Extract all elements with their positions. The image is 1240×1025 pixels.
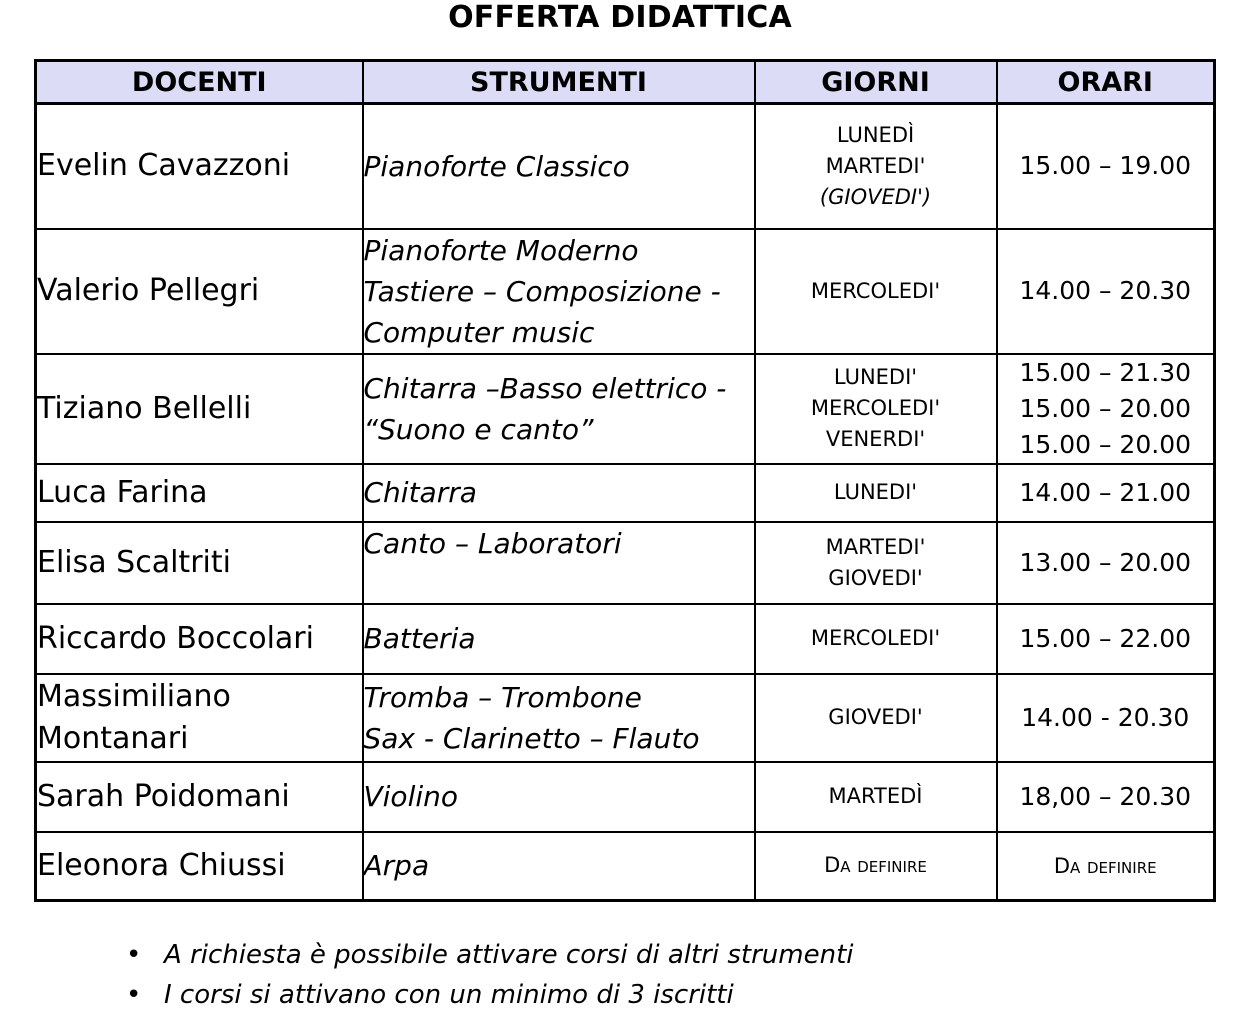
cell-orari	[997, 762, 1215, 832]
notes-list	[120, 935, 853, 1015]
giorno-line: GIOVEDI'	[828, 705, 923, 729]
giorno-line: GIOVEDI'	[828, 565, 923, 590]
giorno-line: MERCOLEDI'	[810, 278, 941, 303]
giorno-line: MARTEDI'	[825, 534, 926, 559]
cell-strumenti	[363, 104, 755, 229]
cell-giorni	[755, 674, 997, 762]
cell-orari	[997, 354, 1215, 464]
docente-name: Riccardo Boccolari	[37, 620, 314, 656]
cell-giorni	[755, 762, 997, 832]
table-header-row	[36, 61, 1215, 104]
orario-line: 15.00 – 19.00	[1019, 151, 1192, 181]
orario-line: Da definire	[1053, 853, 1157, 878]
table-row	[36, 604, 1215, 674]
cell-orari	[997, 229, 1215, 354]
cell-strumenti	[363, 674, 755, 762]
cell-orari	[997, 522, 1215, 604]
docente-name: Massimiliano	[37, 678, 231, 714]
strumento-line: Violino	[363, 780, 458, 813]
cell-docente	[36, 674, 363, 762]
cell-docente	[36, 832, 363, 901]
cell-orari	[997, 832, 1215, 901]
header-orari: ORARI	[997, 61, 1215, 104]
table-row	[36, 104, 1215, 229]
cell-giorni	[755, 464, 997, 522]
table-row	[36, 762, 1215, 832]
strumento-line: Canto – Laboratori	[363, 526, 622, 560]
docente-name: Luca Farina	[37, 474, 208, 510]
table-row	[36, 832, 1215, 901]
giorno-line: MERCOLEDI'	[810, 396, 941, 420]
strumento-line: Pianoforte Classico	[363, 149, 630, 183]
strumento-line: Pianoforte Moderno	[363, 233, 639, 267]
giorno-line: LUNEDI'	[833, 480, 918, 504]
cell-strumenti	[363, 832, 755, 901]
cell-docente	[36, 229, 363, 354]
table-row	[36, 229, 1215, 354]
orario-line: 18,00 – 20.30	[1019, 781, 1192, 811]
giorno-line: LUNEDI'	[833, 365, 918, 389]
cell-docente	[36, 604, 363, 674]
table-row	[36, 522, 1215, 604]
cell-giorni	[755, 104, 997, 229]
giorno-line: (GIOVEDI')	[819, 184, 932, 209]
note-item: • I corsi si attivano con un minimo di 3 iscritti	[120, 975, 853, 1015]
giorno-line: VENERDI'	[825, 427, 926, 451]
cell-strumenti	[363, 354, 755, 464]
cell-strumenti	[363, 604, 755, 674]
orario-line: 15.00 – 22.00	[1019, 623, 1192, 653]
cell-docente	[36, 354, 363, 464]
orario-line: 14.00 – 21.00	[1019, 477, 1192, 507]
cell-docente	[36, 104, 363, 229]
docente-name: Sarah Poidomani	[37, 778, 290, 814]
strumento-line: Tastiere – Composizione -	[363, 274, 721, 308]
cell-orari	[997, 464, 1215, 522]
strumento-line: Tromba – Trombone	[363, 680, 642, 714]
cell-orari	[997, 674, 1215, 762]
header-strumenti: STRUMENTI	[363, 61, 755, 104]
cell-giorni	[755, 522, 997, 604]
cell-giorni	[755, 229, 997, 354]
strumento-line: “Suono e canto”	[363, 412, 594, 446]
table-row	[36, 464, 1215, 522]
note-item: • A richiesta è possibile attivare corsi di altri strumenti	[120, 935, 853, 975]
orario-line: 15.00 – 20.00	[1019, 429, 1192, 459]
strumento-line: Computer music	[363, 315, 595, 349]
cell-strumenti	[363, 464, 755, 522]
cell-giorni	[755, 354, 997, 464]
cell-strumenti	[363, 522, 755, 604]
course-table	[34, 59, 1216, 902]
header-docenti: DOCENTI	[36, 61, 363, 104]
orario-line: 15.00 – 21.30	[1019, 357, 1192, 387]
giorno-line: MARTEDI'	[825, 153, 926, 178]
docente-name: Elisa Scaltriti	[37, 544, 231, 580]
docente-name: Montanari	[37, 720, 189, 756]
docente-name: Tiziano Bellelli	[37, 390, 252, 426]
orario-line: 14.00 – 20.30	[1019, 276, 1192, 305]
cell-orari	[997, 604, 1215, 674]
table-row	[36, 354, 1215, 464]
giorno-line: Da definire	[824, 853, 927, 878]
docente-name: Evelin Cavazzoni	[37, 148, 291, 184]
strumento-line: Batteria	[363, 622, 476, 655]
table-row	[36, 674, 1215, 762]
giorno-line: LUNEDÌ	[836, 122, 915, 147]
cell-docente	[36, 762, 363, 832]
giorno-line: MARTEDÌ	[828, 784, 923, 808]
page-title: OFFERTA DIDATTICA	[448, 0, 792, 35]
docente-name: Valerio Pellegri	[37, 273, 260, 308]
orario-line: 14.00 - 20.30	[1021, 702, 1190, 732]
cell-orari	[997, 104, 1215, 229]
cell-docente	[36, 464, 363, 522]
docente-name: Eleonora Chiussi	[37, 847, 286, 883]
header-giorni: GIORNI	[755, 61, 997, 104]
strumento-line: Arpa	[363, 849, 430, 883]
orario-line: 13.00 – 20.00	[1019, 547, 1192, 577]
giorno-line: MERCOLEDI'	[810, 626, 941, 650]
cell-giorni	[755, 832, 997, 901]
cell-strumenti	[363, 762, 755, 832]
strumento-line: Chitarra	[363, 476, 477, 509]
strumento-line: Sax - Clarinetto – Flauto	[363, 721, 700, 755]
strumento-line: Chitarra –Basso elettrico -	[363, 371, 727, 405]
orario-line: 15.00 – 20.00	[1019, 393, 1192, 423]
cell-strumenti	[363, 229, 755, 354]
cell-docente	[36, 522, 363, 604]
cell-giorni	[755, 604, 997, 674]
